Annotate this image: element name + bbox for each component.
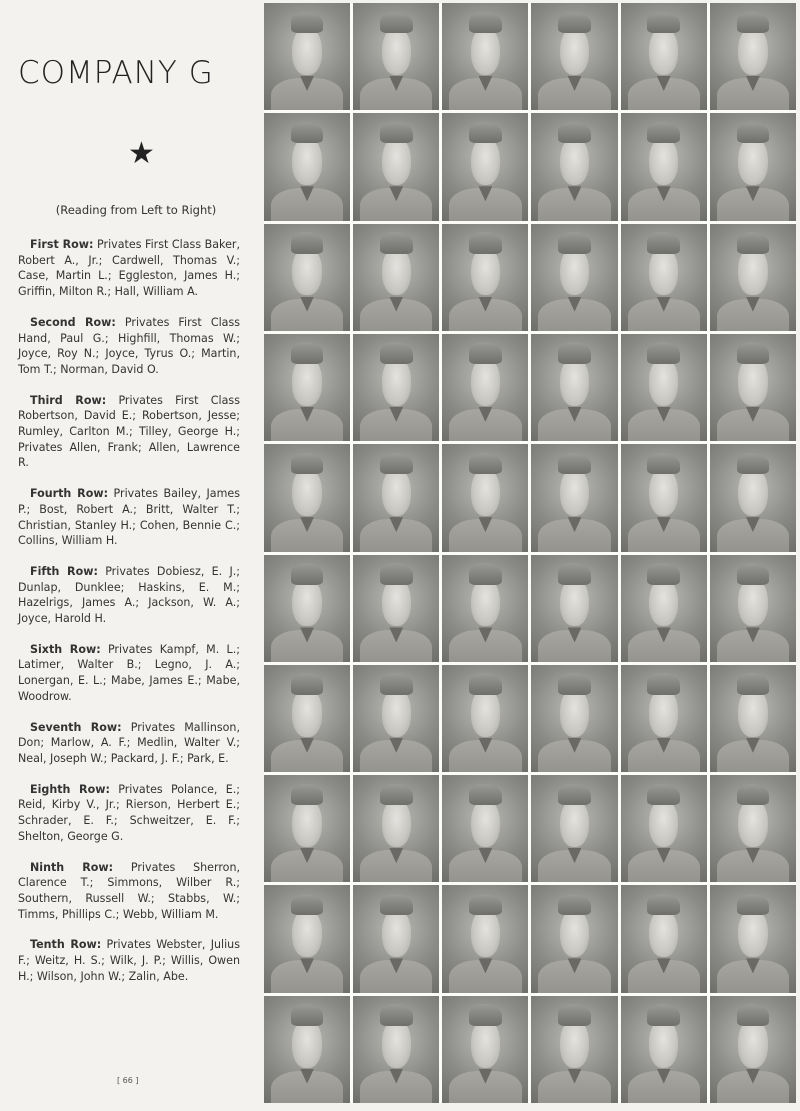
portrait-cap: [380, 894, 413, 915]
portrait-photo: [264, 224, 350, 331]
portrait-cap: [469, 894, 502, 915]
portrait-face: [560, 688, 589, 736]
portrait-face: [382, 357, 411, 405]
portrait-cap: [737, 1004, 770, 1025]
portrait-photo: [531, 775, 617, 882]
portrait-face: [560, 357, 589, 405]
portrait-photo: [264, 665, 350, 772]
portrait-face: [471, 247, 500, 295]
portrait-photo: [442, 334, 528, 441]
portrait-photo: [442, 224, 528, 331]
portrait-face: [292, 357, 321, 405]
portrait-face: [738, 688, 767, 736]
row-caption-8: [18, 782, 240, 845]
portrait-photo: [710, 224, 796, 331]
portrait-face: [471, 799, 500, 847]
portrait-photo: [710, 996, 796, 1103]
portrait-cap: [380, 12, 413, 33]
portrait-cap: [469, 232, 502, 253]
portrait-photo: [442, 113, 528, 220]
portrait-cap: [380, 122, 413, 143]
row-caption-2: [18, 315, 240, 378]
portrait-cap: [558, 342, 591, 363]
portrait-face: [382, 137, 411, 185]
portrait-cap: [380, 784, 413, 805]
portrait-face: [649, 1019, 678, 1067]
portrait-face: [382, 27, 411, 75]
portrait-face: [292, 1019, 321, 1067]
portrait-face: [292, 247, 321, 295]
portrait-cap: [291, 12, 324, 33]
portrait-face: [471, 909, 500, 957]
row-names: Privates Kampf, M. L.; Latimer, Walter B.; Legno, J. A.; Lonergan, E. L.; Mabe, James E.; Mabe, Woodrow.: [18, 642, 240, 703]
portrait-cap: [291, 894, 324, 915]
portrait-photo: [353, 775, 439, 882]
portrait-photo: [264, 775, 350, 882]
row-captions: [18, 237, 240, 984]
portrait-face: [649, 578, 678, 626]
portrait-cap: [647, 122, 680, 143]
portrait-photo: [264, 885, 350, 992]
row-caption-10: [18, 937, 240, 984]
portrait-photo: [353, 885, 439, 992]
portrait-photo: [621, 996, 707, 1103]
portrait-photo: [531, 444, 617, 551]
portrait-photo: [353, 665, 439, 772]
caption-column: [18, 55, 240, 999]
portrait-cap: [647, 342, 680, 363]
portrait-photo: [264, 555, 350, 662]
row-names: Privates Bailey, James P.; Bost, Robert A.; Britt, Walter T.; Christian, Stanley H.; Cohen, Bennie C.; Collins, William H.: [18, 487, 241, 548]
row-caption-9: [18, 860, 240, 923]
row-names: Privates Webster, Julius F.; Weitz, H. S.; Wilk, J. P.; Willis, Owen H.; Wilson, John W.; Zalin, Abe.: [18, 938, 240, 983]
portrait-cap: [647, 12, 680, 33]
portrait-photo: [621, 665, 707, 772]
row-names: Privates First Class Baker, Robert A., Jr.; Cardwell, Thomas V.; Case, Martin L.; Eggleston, James H.; Griffin, Milton R.; Hall, William A.: [18, 238, 240, 299]
portrait-cap: [558, 453, 591, 474]
portrait-photo: [442, 885, 528, 992]
portrait-face: [560, 1019, 589, 1067]
portrait-cap: [737, 342, 770, 363]
row-label: Eighth Row:: [30, 782, 110, 796]
portrait-cap: [291, 784, 324, 805]
portrait-cap: [469, 1004, 502, 1025]
portrait-face: [738, 27, 767, 75]
row-names: Privates Dobiesz, E. J.; Dunlap, Dunklee; Haskins, E. M.; Hazelrigs, James A.; Jackson, W. A.; Joyce, Harold H.: [18, 564, 240, 626]
portrait-face: [471, 357, 500, 405]
portrait-cap: [291, 1004, 324, 1025]
star-ornament: ★: [128, 136, 155, 171]
portrait-photo: [531, 555, 617, 662]
portrait-photo: [710, 555, 796, 662]
row-caption-6: [18, 642, 240, 705]
page-number: [ 66 ]: [117, 1076, 139, 1085]
portrait-face: [649, 799, 678, 847]
portrait-photo: [531, 665, 617, 772]
portrait-photo: [353, 444, 439, 551]
portrait-grid: [264, 3, 796, 1103]
portrait-photo: [621, 775, 707, 882]
portrait-cap: [737, 453, 770, 474]
portrait-photo: [442, 775, 528, 882]
portrait-photo: [621, 224, 707, 331]
portrait-photo: [621, 334, 707, 441]
row-caption-7: [18, 720, 240, 767]
portrait-face: [738, 909, 767, 957]
portrait-face: [471, 27, 500, 75]
portrait-face: [292, 688, 321, 736]
row-label: Fourth Row:: [30, 487, 109, 501]
portrait-photo: [710, 885, 796, 992]
portrait-photo: [621, 885, 707, 992]
row-caption-3: [18, 393, 240, 472]
portrait-cap: [380, 342, 413, 363]
portrait-face: [738, 799, 767, 847]
portrait-face: [560, 137, 589, 185]
row-names: Privates Sherron, Clarence T.; Simmons, Wilber R.; Southern, Russell W.; Stabbs, W.; Timms, Phillips C.; Webb, William M.: [18, 860, 240, 921]
portrait-cap: [380, 453, 413, 474]
portrait-photo: [264, 3, 350, 110]
portrait-photo: [621, 113, 707, 220]
portrait-cap: [737, 12, 770, 33]
row-label: Third Row:: [30, 393, 107, 407]
portrait-face: [560, 247, 589, 295]
portrait-cap: [469, 12, 502, 33]
row-caption-4: [18, 486, 240, 549]
portrait-photo: [710, 113, 796, 220]
portrait-photo: [353, 113, 439, 220]
portrait-cap: [647, 894, 680, 915]
row-label: Tenth Row:: [30, 938, 102, 952]
portrait-cap: [647, 1004, 680, 1025]
portrait-face: [738, 578, 767, 626]
portrait-face: [649, 909, 678, 957]
page-title: COMPANY G: [18, 55, 214, 91]
portrait-photo: [353, 224, 439, 331]
row-caption-1: [18, 237, 240, 300]
portrait-photo: [710, 665, 796, 772]
portrait-face: [471, 578, 500, 626]
portrait-photo: [442, 444, 528, 551]
row-names: Privates First Class Hand, Paul G.; Highfill, Thomas W.; Joyce, Roy N.; Joyce, Tyrus O.; Martin, Tom T.; Norman, David O.: [18, 315, 241, 376]
portrait-cap: [558, 12, 591, 33]
portrait-face: [382, 578, 411, 626]
portrait-cap: [737, 673, 770, 694]
portrait-photo: [621, 555, 707, 662]
row-label: Seventh Row:: [30, 720, 122, 734]
portrait-face: [382, 799, 411, 847]
row-names: Privates Polance, E.; Reid, Kirby V., Jr.; Rierson, Herbert E.; Schrader, E. F.; Schweitzer, E. F.; Shelton, George G.: [18, 782, 240, 843]
portrait-cap: [558, 563, 591, 584]
portrait-face: [292, 27, 321, 75]
reading-order-note: (Reading from Left to Right): [55, 203, 217, 217]
portrait-cap: [647, 784, 680, 805]
portrait-cap: [647, 563, 680, 584]
portrait-face: [560, 468, 589, 516]
portrait-face: [292, 909, 321, 957]
row-label: Sixth Row:: [30, 642, 101, 656]
portrait-face: [738, 137, 767, 185]
portrait-cap: [647, 673, 680, 694]
row-label: First Row:: [30, 238, 94, 251]
portrait-photo: [531, 3, 617, 110]
portrait-photo: [442, 3, 528, 110]
portrait-face: [649, 137, 678, 185]
portrait-cap: [558, 673, 591, 694]
portrait-face: [649, 27, 678, 75]
portrait-face: [471, 688, 500, 736]
portrait-face: [471, 1019, 500, 1067]
portrait-cap: [558, 894, 591, 915]
portrait-photo: [442, 665, 528, 772]
portrait-photo: [531, 113, 617, 220]
portrait-cap: [737, 232, 770, 253]
portrait-photo: [353, 3, 439, 110]
row-label: Fifth Row:: [30, 564, 98, 578]
portrait-face: [649, 468, 678, 516]
portrait-photo: [442, 555, 528, 662]
portrait-face: [649, 688, 678, 736]
portrait-face: [471, 468, 500, 516]
portrait-cap: [291, 563, 324, 584]
portrait-face: [382, 909, 411, 957]
portrait-photo: [531, 224, 617, 331]
portrait-face: [382, 1019, 411, 1067]
portrait-cap: [469, 122, 502, 143]
row-names: Privates First Class Robertson, David E.; Robertson, Jesse; Rumley, Carlton M.; Tilley, George H.; Privates Allen, Frank; Allen, Lawrence R.: [18, 393, 240, 470]
portrait-cap: [469, 784, 502, 805]
portrait-cap: [380, 1004, 413, 1025]
portrait-face: [560, 578, 589, 626]
portrait-cap: [558, 784, 591, 805]
portrait-cap: [737, 784, 770, 805]
portrait-face: [382, 247, 411, 295]
portrait-photo: [531, 885, 617, 992]
portrait-photo: [531, 996, 617, 1103]
row-names: Privates Mallinson, Don; Marlow, A. F.; Medlin, Walter V.; Neal, Joseph W.; Packard, J. F.; Park, E.: [18, 720, 240, 765]
portrait-cap: [291, 232, 324, 253]
row-label: Second Row:: [30, 315, 116, 329]
portrait-face: [738, 468, 767, 516]
portrait-photo: [710, 444, 796, 551]
portrait-face: [738, 357, 767, 405]
row-caption-5: [18, 564, 240, 627]
portrait-photo: [531, 334, 617, 441]
portrait-cap: [558, 232, 591, 253]
portrait-cap: [469, 453, 502, 474]
portrait-cap: [380, 563, 413, 584]
portrait-face: [649, 247, 678, 295]
portrait-photo: [264, 334, 350, 441]
portrait-face: [292, 799, 321, 847]
portrait-cap: [291, 673, 324, 694]
portrait-cap: [647, 453, 680, 474]
portrait-cap: [469, 673, 502, 694]
portrait-photo: [621, 3, 707, 110]
portrait-photo: [442, 996, 528, 1103]
portrait-cap: [469, 563, 502, 584]
portrait-face: [560, 909, 589, 957]
portrait-cap: [737, 894, 770, 915]
portrait-photo: [264, 444, 350, 551]
portrait-face: [292, 137, 321, 185]
portrait-face: [649, 357, 678, 405]
portrait-face: [560, 27, 589, 75]
portrait-photo: [353, 996, 439, 1103]
portrait-cap: [469, 342, 502, 363]
portrait-photo: [710, 775, 796, 882]
portrait-cap: [647, 232, 680, 253]
portrait-cap: [558, 1004, 591, 1025]
portrait-face: [560, 799, 589, 847]
portrait-face: [382, 468, 411, 516]
portrait-face: [738, 1019, 767, 1067]
portrait-face: [292, 468, 321, 516]
portrait-photo: [710, 3, 796, 110]
portrait-photo: [353, 334, 439, 441]
portrait-face: [382, 688, 411, 736]
portrait-photo: [353, 555, 439, 662]
portrait-cap: [380, 232, 413, 253]
portrait-photo: [264, 996, 350, 1103]
portrait-cap: [558, 122, 591, 143]
portrait-cap: [380, 673, 413, 694]
portrait-cap: [737, 563, 770, 584]
portrait-cap: [291, 453, 324, 474]
portrait-cap: [291, 122, 324, 143]
portrait-cap: [291, 342, 324, 363]
portrait-photo: [710, 334, 796, 441]
portrait-face: [738, 247, 767, 295]
portrait-face: [471, 137, 500, 185]
portrait-face: [292, 578, 321, 626]
portrait-photo: [264, 113, 350, 220]
portrait-cap: [737, 122, 770, 143]
row-label: Ninth Row:: [30, 860, 114, 874]
portrait-photo: [621, 444, 707, 551]
